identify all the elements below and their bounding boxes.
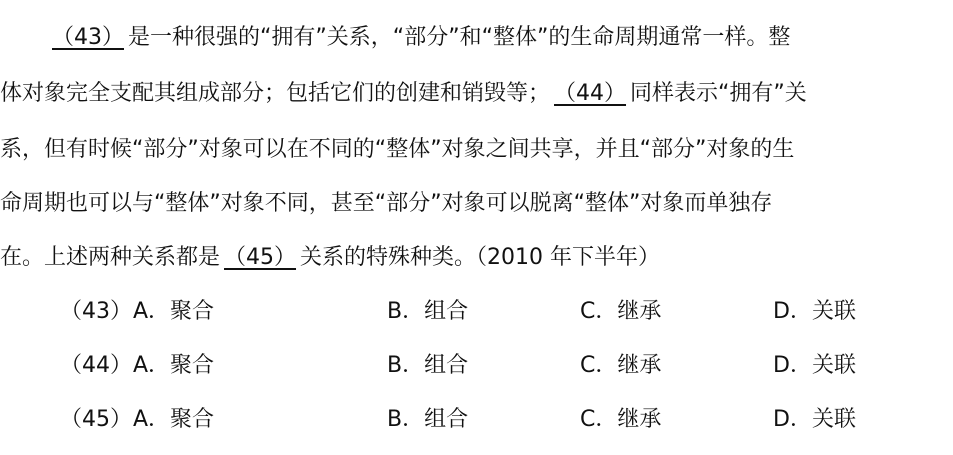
option-b[interactable]: B．组合 [387,407,469,432]
passage-text: 是一种很强的“拥有”关系，“部分”和“整体”的生命周期通常一样。整 [128,25,791,50]
option-d[interactable]: D．关联 [773,353,856,378]
blank-45: （45） [224,245,297,270]
passage-text: 体对象完全支配其组成部分；包括它们的创建和销毁等； [0,81,551,106]
passage-line-3 [0,130,794,170]
option-c[interactable]: C．继承 [580,299,662,324]
passage-text: 系，但有时候“部分”对象可以在不同的“整体”对象之间共享，并且“部分”对象的生 [0,137,795,162]
question-number: （44） [60,353,132,378]
blank-43: （43） [52,25,124,50]
question-number: （45） [60,407,132,432]
option-row-45 [0,400,953,440]
passage-line-5 [0,238,660,278]
passage-line-1 [48,18,790,58]
option-row-43 [0,292,953,332]
question-number: （43） [60,299,132,324]
passage-text: 命周期也可以与“整体”对象不同，甚至“部分”对象可以脱离“整体”对象而单独存 [0,191,773,216]
option-d[interactable]: D．关联 [773,407,856,432]
option-b[interactable]: B．组合 [387,353,469,378]
blank-44: （44） [554,81,627,106]
option-b[interactable]: B．组合 [387,299,469,324]
option-c[interactable]: C．继承 [580,407,662,432]
option-row-44 [0,346,953,386]
option-a[interactable]: A．聚合 [133,353,215,378]
option-d[interactable]: D．关联 [773,299,856,324]
passage-text: 在。上述两种关系都是 [0,245,221,270]
passage-text: 关系的特殊种类。（2010 年下半年） [300,245,660,270]
passage-text: 同样表示“拥有”关 [630,81,807,106]
passage-line-4 [0,184,772,224]
option-a[interactable]: A．聚合 [133,407,215,432]
option-a[interactable]: A．聚合 [133,299,215,324]
option-c[interactable]: C．继承 [580,353,662,378]
passage-line-2 [0,74,807,114]
